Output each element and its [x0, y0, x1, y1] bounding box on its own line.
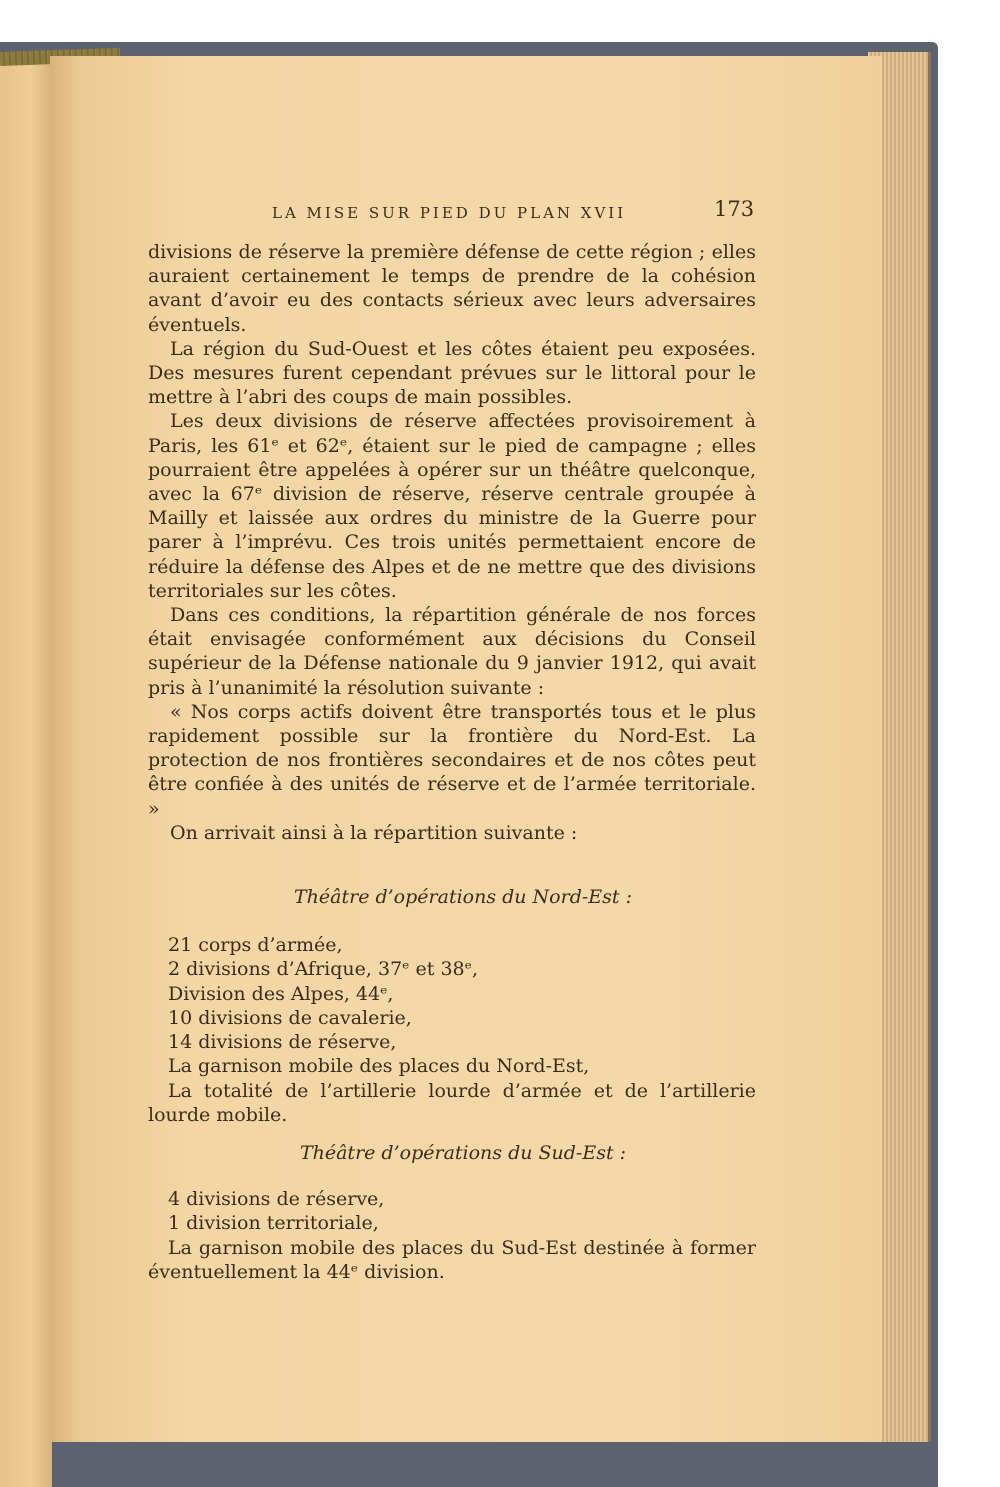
list-item: La garnison mobile des places du Sud-Est destinée à former éventuellement la 44ᵉ division. — [148, 1236, 756, 1283]
section-heading-sud-est: Théâtre d’opérations du Sud-Est : — [299, 1141, 627, 1164]
running-head: LA MISE SUR PIED DU PLAN XVII — [272, 204, 627, 222]
list-item: 1 division territoriale, — [168, 1212, 379, 1235]
previous-page-edge — [0, 58, 52, 1487]
list-item: 10 divisions de cavalerie, — [168, 1006, 412, 1029]
nord-est-list — [148, 933, 756, 1127]
paragraph: On arrivait ainsi à la répartition suivante : — [170, 821, 578, 844]
quotation: « Nos corps actifs doivent être transportés tous et le plus rapidement possible sur la frontière du Nord-Est. La protection de nos frontières secondaires et de nos côtes peut être confiée à des unités de réserve et de l’armée territoriale. » — [148, 700, 756, 820]
list-item: 4 divisions de réserve, — [168, 1188, 385, 1211]
list-item: Division des Alpes, 44ᵉ, — [168, 982, 394, 1005]
list-item: 14 divisions de réserve, — [168, 1031, 397, 1054]
list-item: 2 divisions d’Afrique, 37ᵉ et 38ᵉ, — [168, 958, 479, 981]
paragraph: divisions de réserve la première défense de cette région ; elles auraient certainement le temps de prendre de la cohésion avant d’avoir eu des contacts sérieux avec leurs adversaires éventuels. — [148, 241, 756, 336]
page-body — [148, 240, 756, 1284]
book-page — [50, 56, 882, 1442]
page-number: 173 — [714, 197, 755, 221]
sud-est-list — [148, 1187, 756, 1284]
list-item: 21 corps d’armée, — [168, 934, 343, 957]
list-item: La totalité de l’artillerie lourde d’armée et de l’artillerie lourde mobile. — [148, 1079, 756, 1126]
paragraph: Dans ces conditions, la répartition générale de nos forces était envisagée conformément aux décisions du Conseil supérieur de la Défense nationale du 9 janvier 1912, qui avait pris à l’unanimité la résolution suivante : — [148, 604, 756, 699]
paragraph: La région du Sud-Ouest et les côtes étaient peu exposées. Des mesures furent cependant prévues sur le littoral pour le mettre à l’abri des coups de main possibles. — [148, 337, 756, 409]
list-item: La garnison mobile des places du Nord-Est, — [168, 1055, 590, 1078]
section-heading-nord-est: Théâtre d’opérations du Nord-Est : — [294, 886, 632, 909]
paragraph: Les deux divisions de réserve affectées provisoirement à Paris, les 61ᵉ et 62ᵉ, étaient sur le pied de campagne ; elles pourraient être appelées à opérer sur un théâtre quelconque, avec la 67ᵉ division de réserve, réserve centrale groupée à Mailly et laissée aux ordres du ministre de la Guerre pour parer à l’imprévu. Ces trois unités permettaient encore de réduire la défense des Alpes et de ne mettre que des divisions territoriales sur les côtes. — [148, 410, 756, 602]
